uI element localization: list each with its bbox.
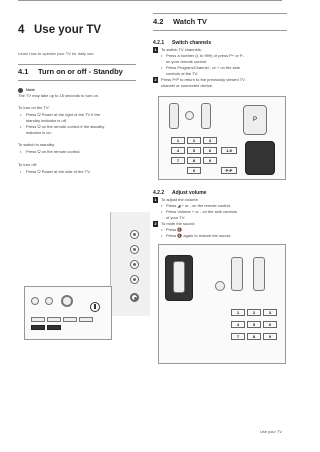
section-rule [18,80,136,81]
bullet-dot: • [161,203,163,208]
section-heading-4-2 [153,17,207,26]
remote-button [31,317,45,322]
remote-channel-illustration [158,96,286,180]
tv-side-button [130,275,139,284]
subsection-number: 4.2.1 [153,40,165,46]
turn-off-bullet: Press ⏻ Power at the side of the TV. [26,169,91,174]
step-text: To adjust the volume: [161,197,199,202]
remote-power-button [61,295,73,307]
step-number: 2 [154,77,157,82]
step-bullet: Press Volume + or - on the side controls [166,209,238,214]
step-bullet: Press ◢ + or - on the remote control. [166,203,231,208]
step-text: To switch TV channels: [161,47,202,52]
remote-number-key: 8 [187,157,201,164]
step-text: Press P‹P to return to the previously viewed TV [161,77,245,82]
step-text: To mute the sound: [161,221,196,226]
chapter-number: 4 [18,24,25,36]
turn-on-label: To turn on the TV: [18,105,50,110]
bullet-dot: • [161,233,163,238]
remote-number-key: 9 [263,333,277,340]
remote-number-key: 6 [203,147,217,154]
step-text: channel or connected device. [161,83,214,88]
remote-number-key: 5 [187,147,201,154]
tv-side-button [130,245,139,254]
step-number: 2 [154,221,157,226]
power-callout-icon [90,302,100,312]
tv-side-button [130,260,139,269]
subsection-title: Adjust volume [172,190,207,196]
remote-p-key: P [243,105,267,135]
remote-button [31,325,45,330]
remote-volume-rocker [169,103,179,129]
section-heading-4-1 [18,67,123,76]
section-number: 4.2 [153,17,164,26]
remote-button [185,111,194,120]
remote-button [79,317,93,322]
step-number: 1 [154,47,157,52]
remote-number-key: 4 [171,147,185,154]
remote-number-key: 1 [231,309,245,316]
section-rule [18,64,136,65]
step-bullet: Press a number (1 to 999) or press P+ or P- [166,53,244,58]
section-rule [153,13,287,14]
bullet-dot: • [161,209,163,214]
remote-number-key: 1 [171,137,185,144]
remote-button [63,317,77,322]
remote-number-key: 0 [187,167,201,174]
standby-bullet: Press ⏻ on the remote control. [26,149,81,154]
remote-dash-key: 1-9 [221,147,237,154]
chapter-title-text: Use your TV [34,24,102,36]
remote-button [47,317,61,322]
remote-pp-key: P‹P [221,167,237,174]
remote-number-key: 7 [171,157,185,164]
tv-side-panel-illustration [110,212,150,316]
subsection-number: 4.2.2 [153,190,165,196]
step-bullet: of your TV. [166,215,186,220]
section-rule [153,30,287,31]
section-number: 4.1 [18,67,29,76]
step-number: 1 [154,197,157,202]
remote-mute-button [215,281,225,291]
remote-number-key: 4 [231,321,245,328]
bullet-dot: • [161,227,163,232]
remote-button [31,297,39,305]
note-text: The TV may take up to 15 seconds to turn on. [18,93,100,98]
subsection-heading-4-2-1 [153,40,211,46]
turn-off-label: To turn off: [18,162,37,167]
bullet-dot: • [20,149,22,154]
bullet-dot: • [20,112,22,117]
chapter-title [18,24,101,36]
remote-number-key: 3 [203,137,217,144]
bullet-dot: • [161,65,163,70]
step-bullet: Press 🔇. [166,227,184,232]
top-rule [18,0,282,1]
turn-on-bullet: Press ⏻ Power at the right of the TV if the [26,112,101,117]
page-footer: Use your TV [259,429,282,434]
section-title: Turn on or off - Standby [38,67,123,76]
tv-power-button [130,293,139,302]
bullet-dot: • [20,124,22,129]
remote-number-key: 2 [247,309,261,316]
turn-on-bullet: standby indicator is off. [26,118,67,123]
remote-number-key: 3 [263,309,277,316]
bullet-dot: • [161,53,163,58]
subsection-heading-4-2-2 [153,190,206,196]
tv-side-control [245,141,275,175]
remote-volume-illustration [158,244,286,364]
remote-number-key: 6 [263,321,277,328]
tv-volume-button [173,261,185,293]
remote-number-key: 8 [247,333,261,340]
remote-channel-rocker [253,257,265,291]
remote-control-illustration [24,286,112,340]
remote-channel-rocker [201,103,211,129]
turn-on-bullet: Press ⏻ on the remote control if the standby [26,124,105,129]
remote-number-key: 7 [231,333,245,340]
step-bullet: Press 🔇 again to restore the sound. [166,233,232,238]
remote-number-key: 2 [187,137,201,144]
remote-volume-rocker [231,257,243,291]
remote-button [47,325,61,330]
remote-button [45,297,53,305]
step-bullet: controls of the TV. [166,71,199,76]
section-title: Watch TV [173,17,207,26]
tv-side-button [130,230,139,239]
note-label: Note [26,87,35,92]
bullet-dot: • [20,169,22,174]
remote-number-key: 9 [203,157,217,164]
standby-label: To switch to standby: [18,142,56,147]
subsection-title: Switch channels [172,40,212,46]
turn-on-bullet: indicator is on. [26,130,52,135]
chapter-intro: Learn how to operate your TV for daily use. [18,51,95,56]
step-bullet: Press Program/Channel - or + on the side [166,65,240,70]
remote-number-key: 5 [247,321,261,328]
step-bullet: on your remote control. [166,59,208,64]
